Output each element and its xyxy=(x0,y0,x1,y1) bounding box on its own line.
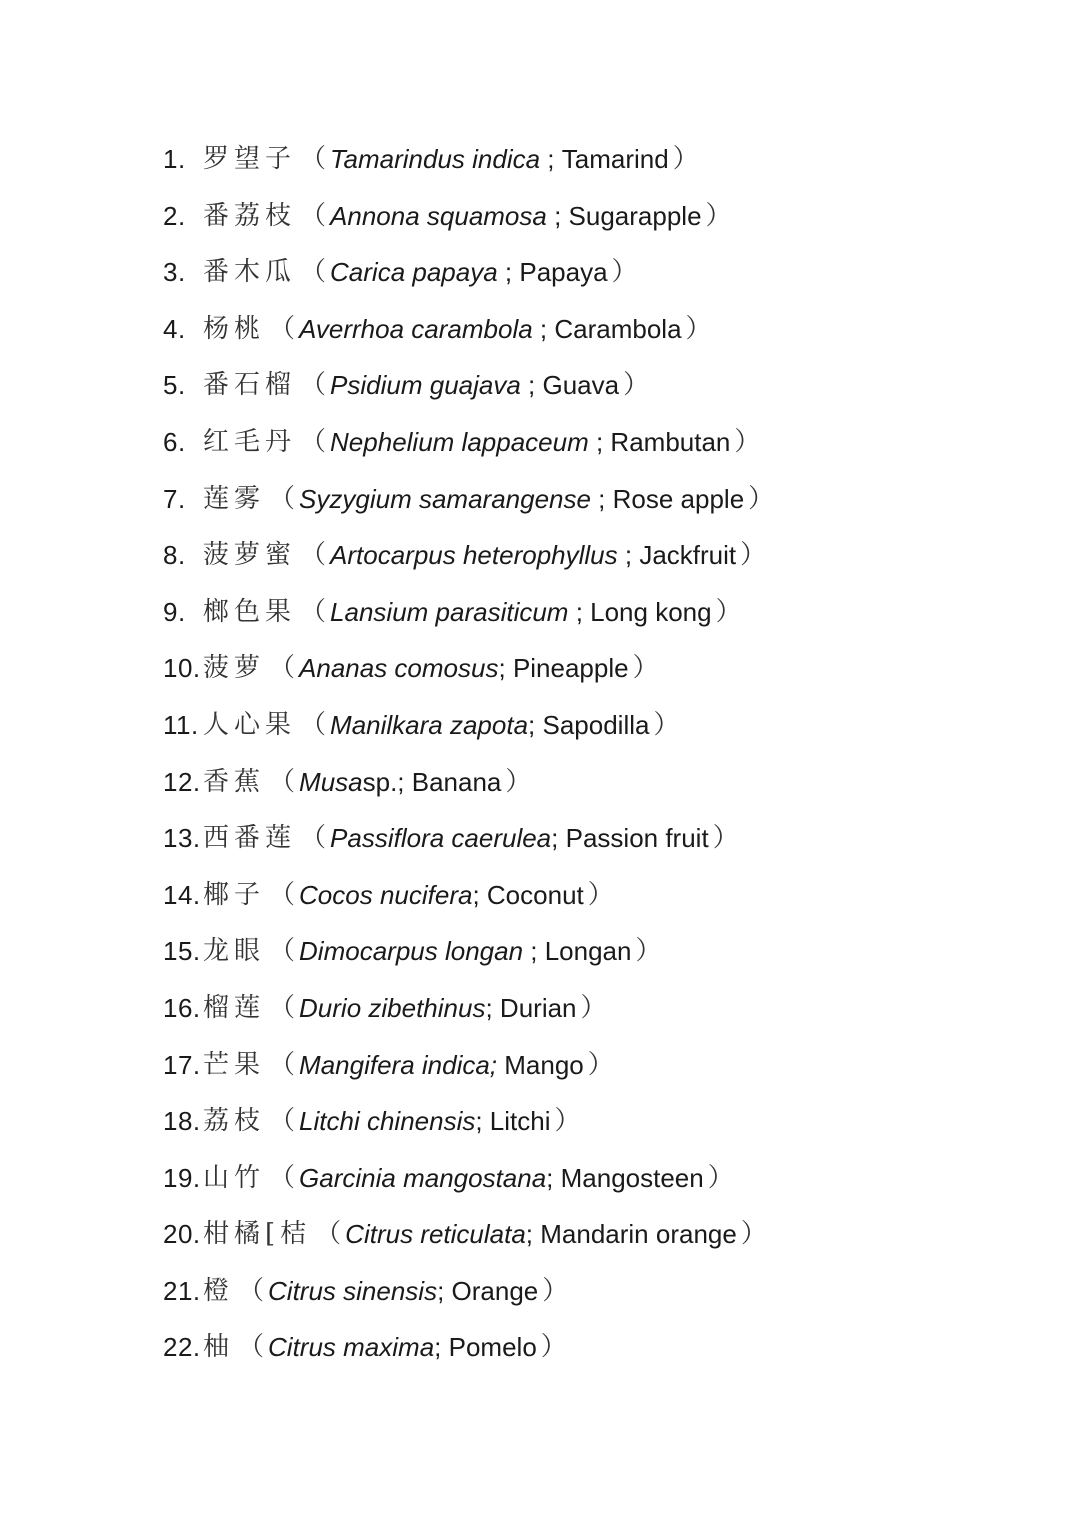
chinese-name: 柚 xyxy=(203,1332,235,1363)
scientific-name: Tamarindus indica xyxy=(330,144,541,174)
common-name: Banana xyxy=(411,766,502,797)
close-paren: ） xyxy=(712,823,739,854)
scientific-name: Syzygium samarangense xyxy=(299,483,591,514)
common-name: Durian xyxy=(499,992,577,1023)
common-name: Longan xyxy=(544,936,632,967)
scientific-name: Durio zibethinus xyxy=(299,992,486,1023)
close-paren: ） xyxy=(587,879,614,910)
separator: ; xyxy=(475,1106,490,1137)
chinese-name: 椰子 xyxy=(203,879,266,910)
scientific-name: Nephelium lappaceum xyxy=(330,426,589,457)
chinese-name: 番荔枝 xyxy=(203,200,297,231)
list-item xyxy=(163,478,1023,535)
open-paren: （ xyxy=(269,1049,296,1080)
separator: ; xyxy=(588,426,611,457)
close-paren: ） xyxy=(540,1332,567,1363)
chinese-name: 罗望子 xyxy=(203,144,297,174)
close-paren: ） xyxy=(587,1049,614,1080)
list-item xyxy=(163,930,1023,987)
list-item xyxy=(163,195,1023,252)
fruit-list xyxy=(163,138,1023,1383)
close-paren: ） xyxy=(653,709,680,740)
close-paren: ） xyxy=(707,1162,734,1193)
common-name: Sugarapple xyxy=(568,200,702,231)
chinese-name: 莲雾 xyxy=(203,483,266,514)
common-name: Carambola xyxy=(554,313,682,344)
item-number: 1. xyxy=(163,144,186,174)
list-item xyxy=(163,761,1023,818)
chinese-name: 菠萝 xyxy=(203,653,266,684)
chinese-name: 菠萝蜜 xyxy=(203,540,297,571)
close-paren: ） xyxy=(611,257,638,288)
scientific-name: Annona squamosa xyxy=(330,200,547,231)
list-item xyxy=(163,874,1023,931)
close-paren: ） xyxy=(505,766,532,797)
separator: ; xyxy=(525,1219,541,1250)
open-paren: （ xyxy=(300,540,327,571)
open-paren: （ xyxy=(269,936,296,967)
scientific-name: Musa xyxy=(299,766,363,797)
scientific-name: Ananas comosus xyxy=(299,653,499,684)
common-name: Long kong xyxy=(590,596,712,627)
list-item xyxy=(163,308,1023,365)
separator: ; xyxy=(397,766,412,797)
chinese-name: 番石榴 xyxy=(203,370,297,401)
common-name: Tamarind xyxy=(561,144,669,174)
list-item xyxy=(163,1157,1023,1214)
list-item xyxy=(163,251,1023,308)
separator xyxy=(497,1044,504,1086)
close-paren: ） xyxy=(542,1275,569,1306)
open-paren: （ xyxy=(269,313,296,344)
scientific-name: Dimocarpus longan xyxy=(299,936,524,967)
scientific-name: Citrus maxima xyxy=(268,1332,435,1363)
common-name: Rambutan xyxy=(610,426,731,457)
item-number: 18. xyxy=(163,1106,201,1137)
scientific-name: Citrus sinensis xyxy=(268,1275,438,1306)
item-number: 13. xyxy=(163,823,201,854)
close-paren: ） xyxy=(734,426,761,457)
common-name: Mango xyxy=(504,1049,584,1080)
separator: ; xyxy=(532,313,555,344)
chinese-name: 芒果 xyxy=(203,1049,266,1080)
list-item xyxy=(163,591,1023,648)
separator: ; xyxy=(498,653,513,684)
common-name: Rose apple xyxy=(612,483,745,514)
scientific-suffix: sp. xyxy=(362,766,398,797)
open-paren: （ xyxy=(269,1106,296,1137)
item-number: 8. xyxy=(163,540,186,571)
item-number: 22. xyxy=(163,1332,201,1363)
open-paren: （ xyxy=(269,879,296,910)
separator: ; xyxy=(485,992,500,1023)
close-paren: ） xyxy=(715,596,742,627)
item-number: 16. xyxy=(163,992,201,1023)
close-paren: ） xyxy=(672,144,699,174)
separator: ; xyxy=(546,1162,561,1193)
chinese-name: 榔色果 xyxy=(203,596,297,627)
scientific-name: Cocos nucifera xyxy=(299,879,473,910)
item-number: 5. xyxy=(163,370,186,401)
chinese-name: 番木瓜 xyxy=(203,257,297,288)
common-name: Pineapple xyxy=(512,653,629,684)
close-paren: ） xyxy=(635,936,662,967)
item-number: 17. xyxy=(163,1049,201,1080)
list-item xyxy=(163,421,1023,478)
list-item xyxy=(163,364,1023,421)
close-paren: ） xyxy=(623,370,650,401)
close-paren: ） xyxy=(740,1219,767,1250)
close-paren: ） xyxy=(554,1106,581,1137)
chinese-name: 红毛丹 xyxy=(203,426,297,457)
chinese-name: 柑橘[桔 xyxy=(203,1219,312,1250)
item-number: 14. xyxy=(163,879,201,910)
item-number: 4. xyxy=(163,313,186,344)
item-number: 6. xyxy=(163,426,186,457)
open-paren: （ xyxy=(300,200,327,231)
item-number: 10. xyxy=(163,653,201,684)
open-paren: （ xyxy=(300,709,327,740)
list-item xyxy=(163,1270,1023,1327)
common-name: Pomelo xyxy=(448,1332,537,1363)
scientific-name: Carica papaya xyxy=(330,257,498,288)
separator: ; xyxy=(568,596,591,627)
scientific-name: Mangifera indica; xyxy=(299,1049,498,1080)
separator: ; xyxy=(472,879,487,910)
chinese-name: 榴莲 xyxy=(203,992,266,1023)
common-name: Mangosteen xyxy=(560,1162,704,1193)
list-item xyxy=(163,138,1023,195)
open-paren: （ xyxy=(269,766,296,797)
separator: ; xyxy=(540,144,562,174)
common-name: Jackfruit xyxy=(639,540,737,571)
scientific-name: Citrus reticulata xyxy=(345,1219,526,1250)
scientific-name: Garcinia mangostana xyxy=(299,1162,547,1193)
open-paren: （ xyxy=(315,1219,342,1250)
open-paren: （ xyxy=(300,823,327,854)
list-item xyxy=(163,1044,1023,1101)
scientific-name: Artocarpus heterophyllus xyxy=(330,540,618,571)
item-number: 19. xyxy=(163,1162,201,1193)
close-paren: ） xyxy=(685,313,712,344)
item-number: 3. xyxy=(163,257,186,288)
item-number: 2. xyxy=(163,200,186,231)
close-paren: ） xyxy=(705,200,732,231)
separator: ; xyxy=(520,370,543,401)
common-name: Orange xyxy=(451,1275,539,1306)
separator: ; xyxy=(551,823,566,854)
common-name: Coconut xyxy=(486,879,584,910)
scientific-name: Psidium guajava xyxy=(330,370,521,401)
open-paren: （ xyxy=(238,1332,265,1363)
common-name: Sapodilla xyxy=(542,709,650,740)
open-paren: （ xyxy=(269,992,296,1023)
separator: ; xyxy=(528,709,543,740)
open-paren: （ xyxy=(300,144,327,174)
separator: ; xyxy=(434,1332,449,1363)
common-name: Passion fruit xyxy=(565,823,709,854)
item-number: 21. xyxy=(163,1275,201,1306)
common-name: Mandarin orange xyxy=(540,1219,737,1250)
common-name: Litchi xyxy=(489,1106,551,1137)
open-paren: （ xyxy=(269,483,296,514)
separator: ; xyxy=(617,540,640,571)
chinese-name: 荔枝 xyxy=(203,1106,266,1137)
chinese-name: 杨桃 xyxy=(203,313,266,344)
item-number: 9. xyxy=(163,596,186,627)
scientific-name: Manilkara zapota xyxy=(330,709,529,740)
scientific-name: Passiflora caerulea xyxy=(330,823,552,854)
list-item xyxy=(163,1326,1023,1383)
separator: ; xyxy=(590,483,613,514)
scientific-name: Litchi chinensis xyxy=(299,1106,476,1137)
list-item xyxy=(163,1100,1023,1157)
chinese-name: 橙 xyxy=(203,1275,235,1306)
scientific-name: Lansium parasiticum xyxy=(330,596,569,627)
open-paren: （ xyxy=(238,1275,265,1306)
item-number: 15. xyxy=(163,936,201,967)
close-paren: ） xyxy=(632,653,659,684)
open-paren: （ xyxy=(269,1162,296,1193)
list-item xyxy=(163,647,1023,704)
common-name: Papaya xyxy=(519,257,608,288)
list-item xyxy=(163,817,1023,874)
item-number: 20. xyxy=(163,1219,201,1250)
chinese-name: 人心果 xyxy=(203,709,297,740)
open-paren: （ xyxy=(269,653,296,684)
close-paren: ） xyxy=(740,540,767,571)
item-number: 7. xyxy=(163,483,186,514)
close-paren: ） xyxy=(748,483,775,514)
separator: ; xyxy=(497,257,520,288)
open-paren: （ xyxy=(300,370,327,401)
item-number: 11. xyxy=(163,709,199,740)
list-item xyxy=(163,1213,1023,1270)
separator: ; xyxy=(546,200,569,231)
list-item xyxy=(163,534,1023,591)
chinese-name: 西番莲 xyxy=(203,823,297,854)
list-item xyxy=(163,704,1023,761)
open-paren: （ xyxy=(300,426,327,457)
scientific-name: Averrhoa carambola xyxy=(299,313,533,344)
separator: ; xyxy=(437,1275,452,1306)
separator: ; xyxy=(523,936,545,967)
chinese-name: 山竹 xyxy=(203,1162,266,1193)
chinese-name: 龙眼 xyxy=(203,936,266,967)
common-name: Guava xyxy=(542,370,620,401)
open-paren: （ xyxy=(300,257,327,288)
item-number: 12. xyxy=(163,766,201,797)
chinese-name: 香蕉 xyxy=(203,766,266,797)
open-paren: （ xyxy=(300,596,327,627)
list-item xyxy=(163,987,1023,1044)
close-paren: ） xyxy=(580,992,607,1023)
